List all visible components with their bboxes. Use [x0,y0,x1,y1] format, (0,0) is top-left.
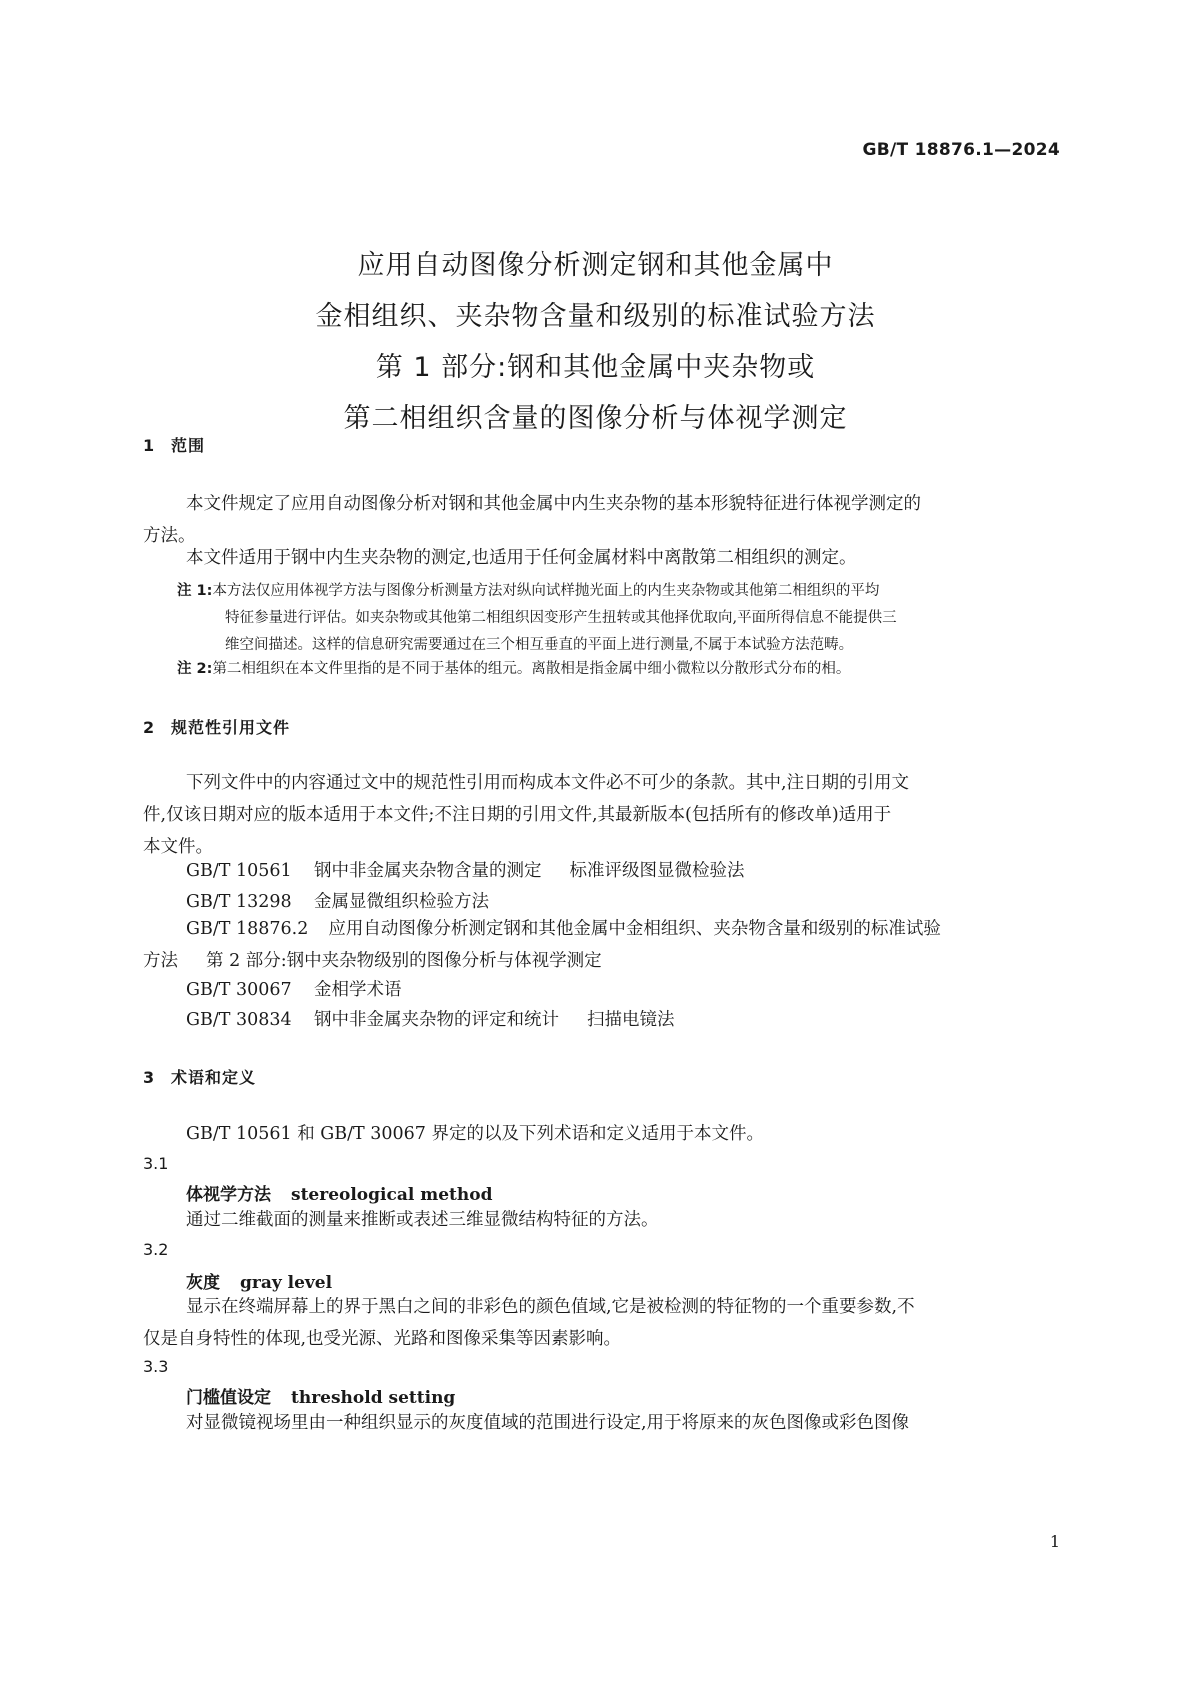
note-text: 维空间描述。这样的信息研究需要通过在三个相互垂直的平面上进行测量,不属于本试验方法范畴。 [225,637,854,653]
paragraph-line: 本文件适用于钢中内生夹杂物的测定,也适用于任何金属材料中离散第二相组织的测定。 [186,548,857,568]
paragraph-line: 件,仅该日期对应的版本适用于本文件;不注日期的引用文件,其最新版本(包括所有的修改单)适用于 [143,805,892,825]
section-2-heading [143,715,290,738]
note-text: 第二相组织在本文件里指的是不同于基体的组元。离散相是指金属中细小微粒以分散形式分布的相。 [212,661,851,677]
reference-code: GB/T 30067 [186,980,292,1000]
term-name [186,1268,332,1293]
reference-code: GB/T 18876.2 [186,919,309,939]
note-text: 本方法仅应用体视学方法与图像分析测量方法对纵向试样抛光面上的内生夹杂物或其他第二相组织的平均 [212,583,880,599]
reference-code: GB/T 30834 [186,1010,292,1030]
reference-title: 金属显微组织检验方法 [314,892,489,912]
term-name-zh: 门槛值设定 [186,1388,271,1408]
section-title: 规范性引用文件 [171,718,291,737]
reference-title: 钢中非金属夹杂物含量的测定 [314,861,542,881]
reference-subtitle: 标准评级图显微检验法 [569,861,745,881]
reference-code: GB/T 10561 [186,861,292,881]
term-name-zh: 体视学方法 [186,1185,271,1205]
section-title: 范围 [171,436,206,455]
section-1-heading [143,433,205,456]
reference-title: 金相学术语 [314,980,402,1000]
note-1 [177,578,1049,659]
title-line-1: 应用自动图像分析测定钢和其他金属中 [357,250,834,281]
page-number: 1 [1049,1532,1060,1551]
reference-item [186,855,745,887]
standard-code: GB/T 18876.1—2024 [862,140,1060,160]
document-title [0,240,1191,444]
note-text: 特征参量进行评估。如夹杂物或其他第二相组织因变形产生扭转或其他择优取向,平面所得信息不能提供三 [225,610,897,626]
paragraph-line: 方法。 [143,526,196,546]
term-name [186,1180,492,1205]
paragraph-line: 本文件规定了应用自动图像分析对钢和其他金属中内生夹杂物的基本形貌特征进行体视学测定的 [186,494,921,514]
section-2-paragraph [143,767,1048,863]
section-number: 1 [143,436,156,455]
term-name [186,1383,455,1408]
term-number: 3.2 [143,1240,169,1259]
section-3-heading [143,1065,256,1088]
paragraph-line: 仅是自身特性的体现,也受光源、光路和图像采集等因素影响。 [143,1329,622,1349]
reference-code: GB/T 13298 [186,892,292,912]
term-definition [143,1291,1048,1355]
term-number: 3.3 [143,1357,169,1376]
section-number: 2 [143,718,156,737]
title-line-3: 第 1 部分:钢和其他金属中夹杂物或 [375,352,816,383]
term-number: 3.1 [143,1154,169,1173]
term-definition: 对显微镜视场里由一种组织显示的灰度值域的范围进行设定,用于将原来的灰色图像或彩色图像 [186,1413,910,1433]
term-name-en: stereological method [291,1185,493,1205]
reference-item [143,913,1048,977]
paragraph-line: 显示在终端屏幕上的界于黑白之间的非彩色的颜色值域,它是被检测的特征物的一个重要参数,不 [186,1297,915,1317]
section-title: 术语和定义 [171,1068,257,1087]
paragraph-line: 下列文件中的内容通过文中的规范性引用而构成本文件必不可少的条款。其中,注日期的引用文 [186,773,910,793]
paragraph-line: 本文件。 [143,837,213,857]
term-name-en: gray level [240,1273,333,1293]
reference-subtitle: 第 2 部分:钢中夹杂物级别的图像分析与体视学测定 [206,951,602,971]
reference-subtitle: 扫描电镜法 [587,1010,675,1030]
reference-item [186,974,402,1006]
reference-title: 应用自动图像分析测定钢和其他金属中金相组织、夹杂物含量和级别的标准试验 [328,919,941,939]
section-number: 3 [143,1068,156,1087]
note-2 [177,656,1049,683]
term-name-en: threshold setting [291,1388,456,1408]
reference-title: 钢中非金属夹杂物的评定和统计 [314,1010,559,1030]
term-definition: 通过二维截面的测量来推断或表述三维显微结构特征的方法。 [186,1210,659,1230]
reference-title: 方法 [143,951,178,971]
title-line-2: 金相组织、夹杂物含量和级别的标准试验方法 [315,301,876,332]
title-line-4: 第二相组织含量的图像分析与体视学测定 [343,403,848,434]
term-name-zh: 灰度 [186,1273,220,1293]
reference-item [186,1004,675,1036]
section-1-paragraph-2 [143,542,1048,574]
note-label: 注 1: [177,583,213,599]
note-label: 注 2: [177,661,213,677]
section-3-intro: GB/T 10561 和 GB/T 30067 界定的以及下列术语和定义适用于本文件。 [186,1124,764,1144]
